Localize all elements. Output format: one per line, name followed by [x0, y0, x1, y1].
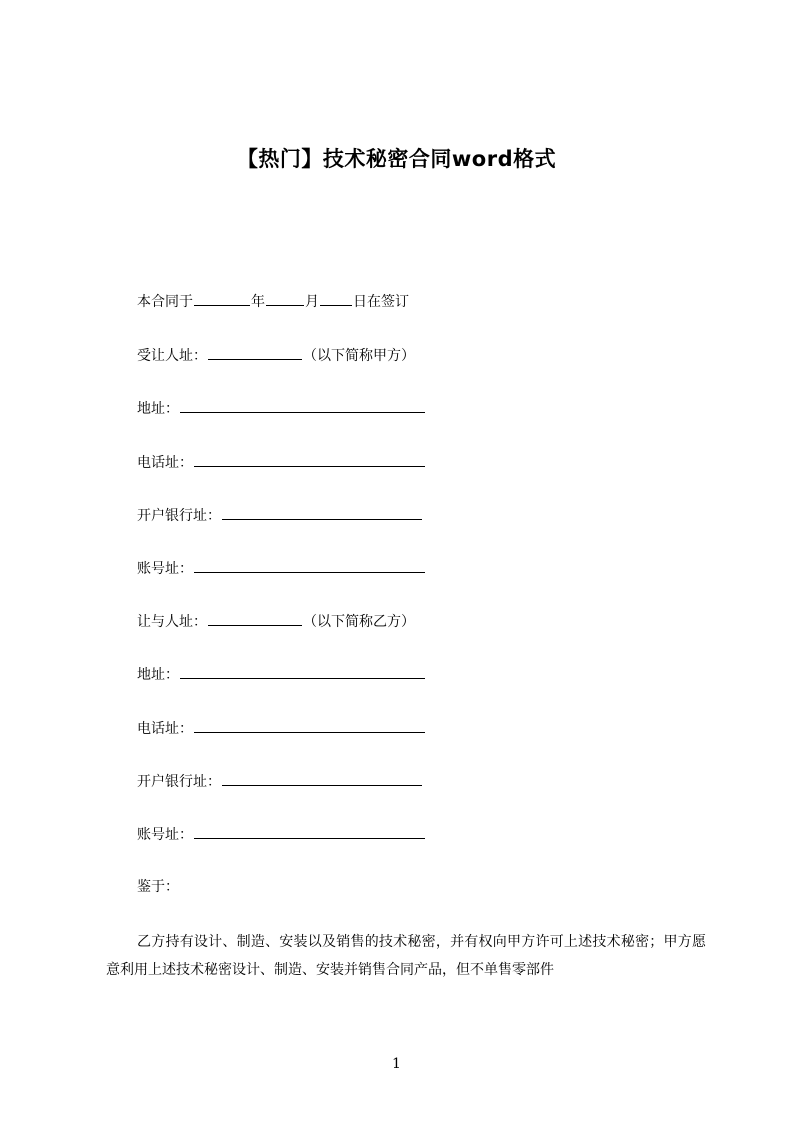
document-title: 【热门】技术秘密合同word格式 — [236, 147, 557, 171]
party-a-account-label: 账号址： — [137, 561, 193, 577]
month-blank[interactable] — [266, 291, 304, 306]
party-b-name-line — [137, 611, 415, 632]
party-b-account-line — [137, 824, 426, 845]
party-b-name-note: （以下简称乙方） — [303, 614, 415, 630]
party-b-name-label: 让与人址： — [137, 614, 207, 630]
whereas-heading: 鉴于： — [137, 879, 179, 895]
party-b-bank-line — [137, 771, 423, 792]
party-a-address-line — [137, 398, 426, 419]
party-b-account-label: 账号址： — [137, 827, 193, 843]
party-b-phone-line — [137, 718, 426, 739]
party-b-name-blank[interactable] — [208, 611, 302, 626]
party-a-bank-label: 开户银行址： — [137, 508, 221, 524]
party-a-bank-line — [137, 505, 423, 526]
day-blank[interactable] — [320, 291, 352, 306]
party-a-name-label: 受让人址： — [137, 348, 207, 364]
year-label: 年 — [251, 294, 265, 310]
party-a-account-blank[interactable] — [194, 558, 425, 573]
whereas-paragraph: 乙方持有设计、制造、安装以及销售的技术秘密，并有权向甲方许可上述技术秘密；甲方愿意利用上述技术秘密设计、制造、安装并销售合同产品，但不单售零部件 — [106, 934, 706, 978]
party-a-name-note: （以下简称甲方） — [303, 348, 415, 364]
party-b-address-label: 地址： — [137, 667, 179, 683]
signing-suffix: 日在签订 — [353, 294, 409, 310]
month-label: 月 — [305, 294, 319, 310]
year-blank[interactable] — [194, 291, 250, 306]
party-b-address-line — [137, 664, 426, 685]
party-b-bank-blank[interactable] — [222, 771, 422, 786]
party-a-name-line — [137, 345, 415, 366]
party-a-address-label: 地址： — [137, 401, 179, 417]
party-a-name-blank[interactable] — [208, 345, 302, 360]
party-a-phone-line — [137, 452, 426, 473]
party-b-phone-label: 电话址： — [137, 721, 193, 737]
signing-prefix: 本合同于 — [137, 294, 193, 310]
party-a-phone-blank[interactable] — [194, 452, 425, 467]
signing-date-line — [137, 291, 409, 312]
party-b-phone-blank[interactable] — [194, 718, 425, 733]
party-b-bank-label: 开户银行址： — [137, 774, 221, 790]
party-b-address-blank[interactable] — [180, 664, 425, 679]
page-number: 1 — [392, 1056, 401, 1072]
party-a-phone-label: 电话址： — [137, 455, 193, 471]
party-a-address-blank[interactable] — [180, 398, 425, 413]
party-a-bank-blank[interactable] — [222, 505, 422, 520]
party-b-account-blank[interactable] — [194, 824, 425, 839]
party-a-account-line — [137, 558, 426, 579]
